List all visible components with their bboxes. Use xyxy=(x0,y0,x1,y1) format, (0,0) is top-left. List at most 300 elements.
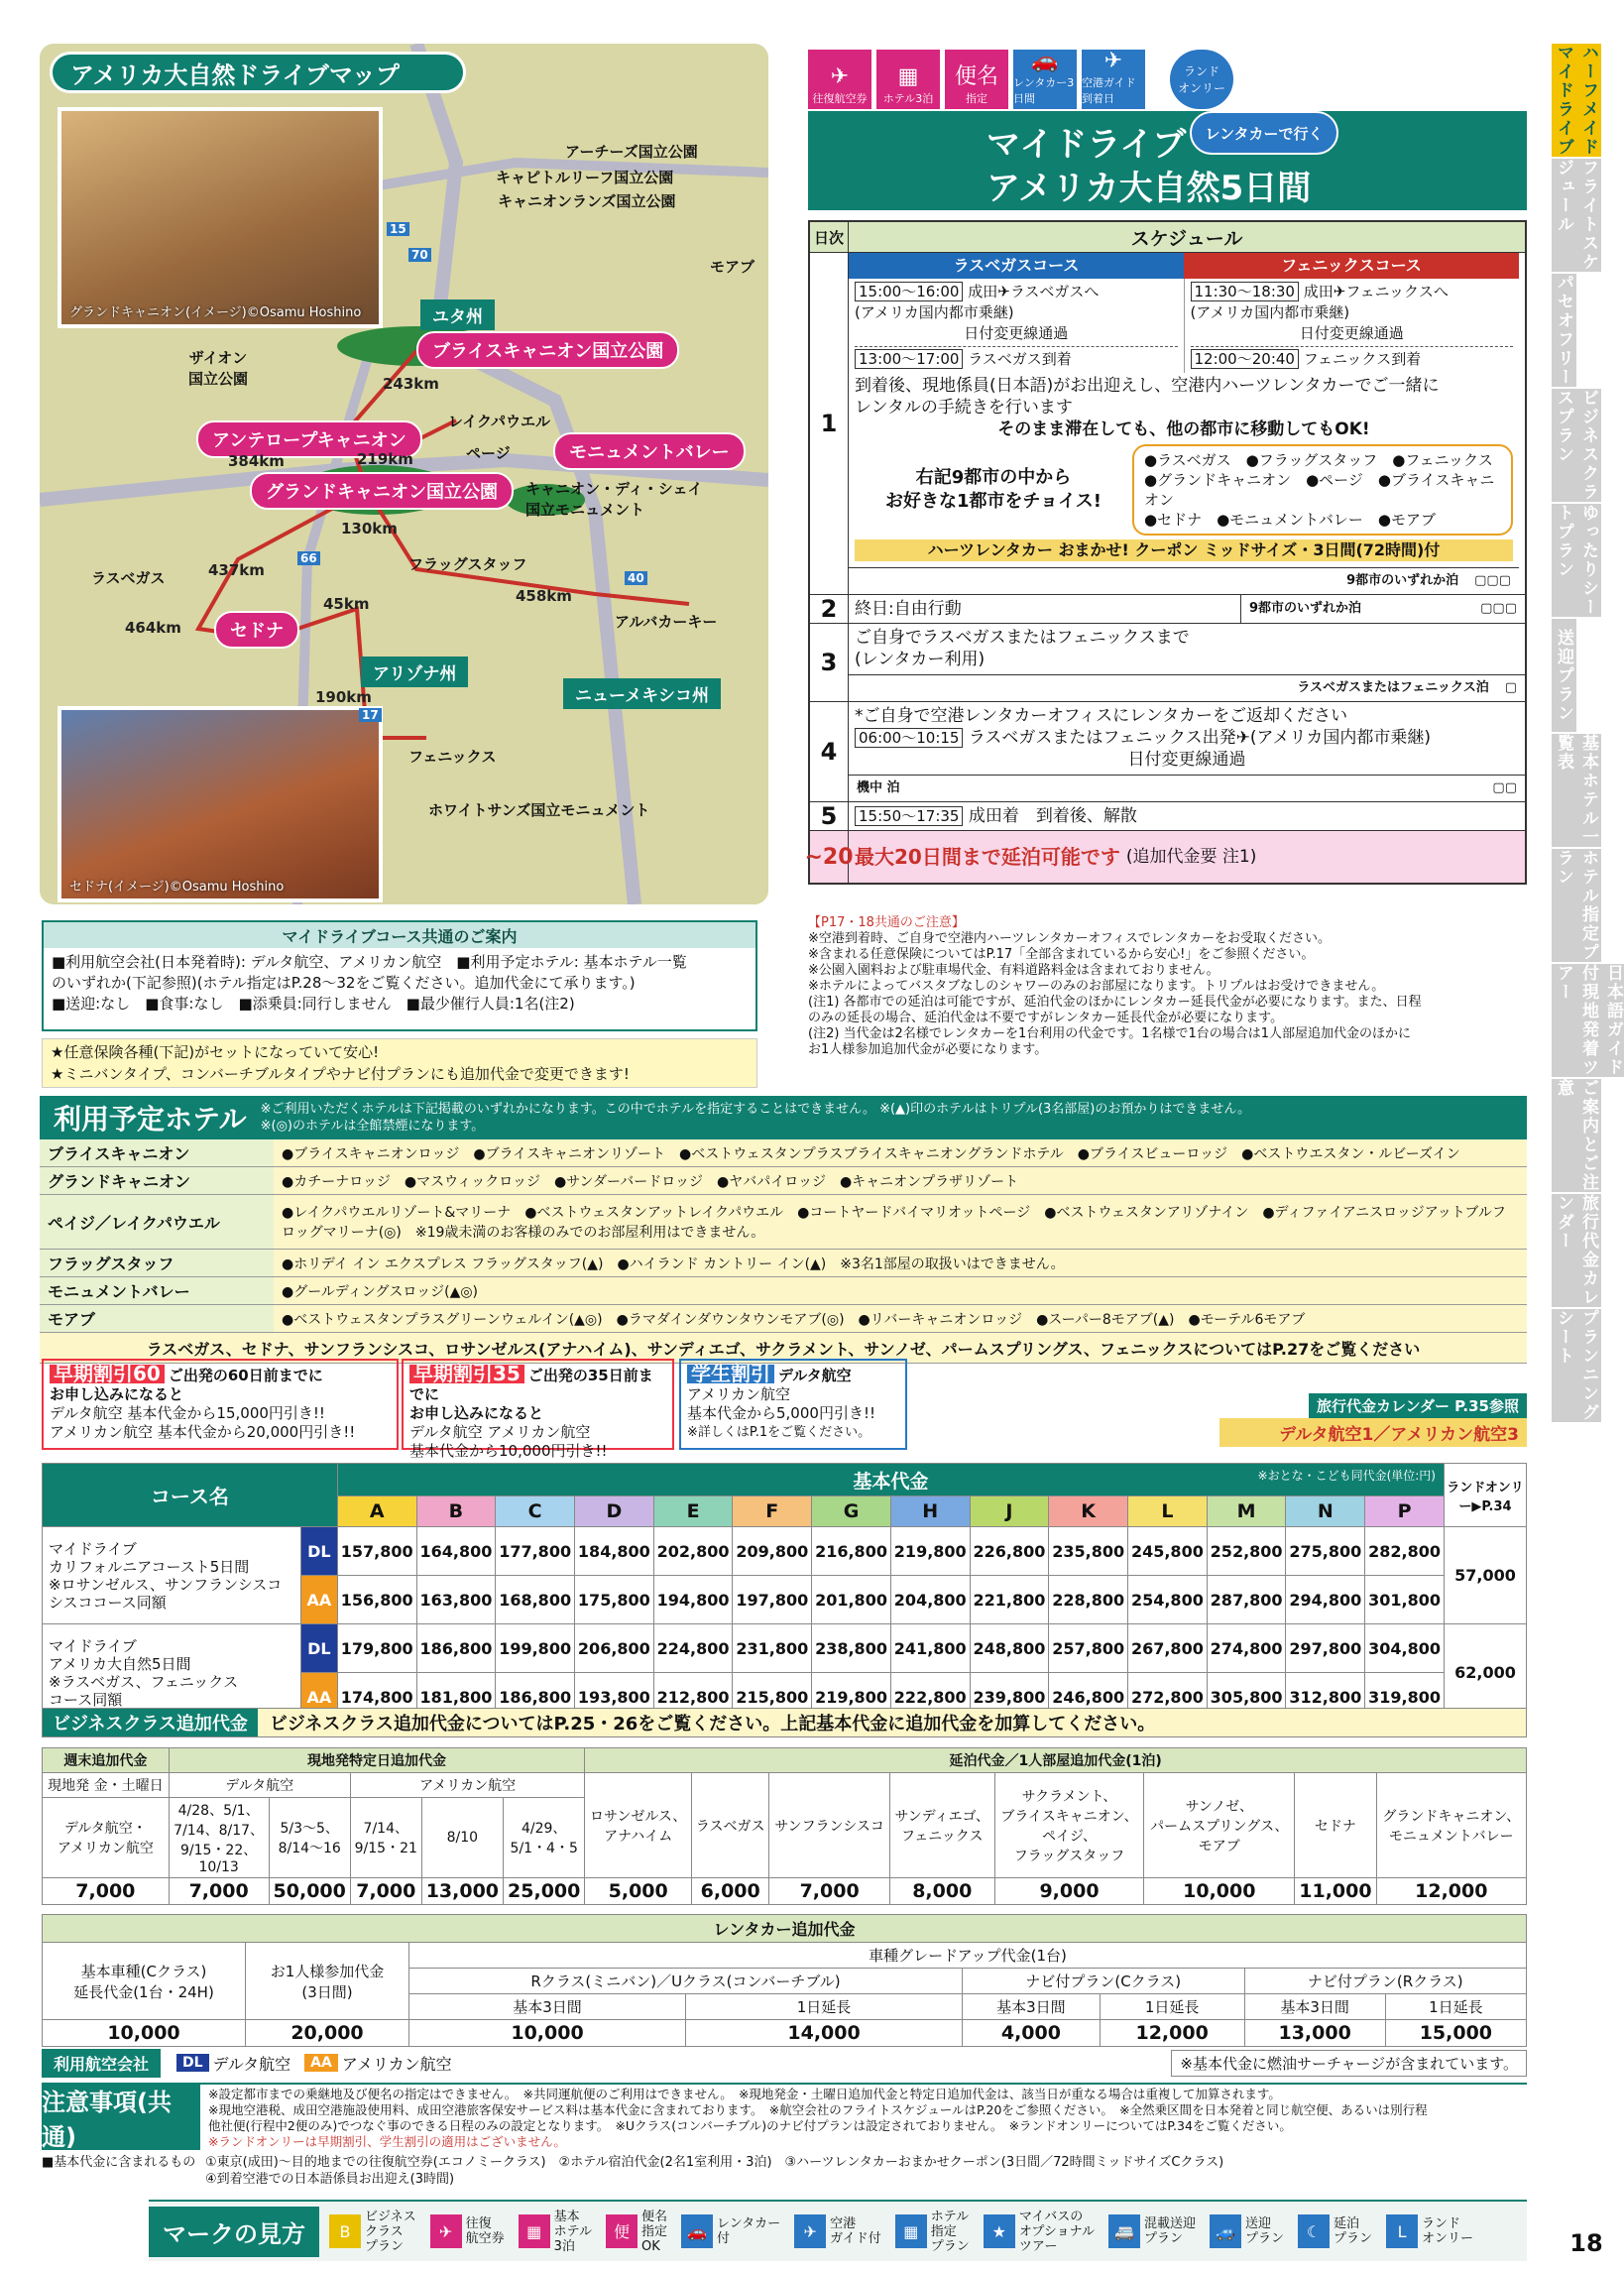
city-list: ●ラスベガス ●フラッグスタッフ ●フェニックス ●グランドキャニオン ●ページ ●ブライスキャニオン ●セドナ ●モニュメントバレー ●モアブ xyxy=(1132,444,1513,536)
price-cell: 224,800 xyxy=(653,1624,733,1673)
state-newmexico: ニューメキシコ州 xyxy=(563,678,721,709)
rental-fee-value: 12,000 xyxy=(1100,2020,1244,2047)
time-box: 15:00～16:00 xyxy=(855,282,963,301)
price-cell: 163,800 xyxy=(416,1576,496,1624)
time-box: 11:30～18:30 xyxy=(1191,282,1299,301)
caution-line: ※設定都市までの乗継地及び便名の指定はできません。 ※共同運航便のご利用はできません。 ※現地発金・土曜日追加代金と特定日追加代金は、該当日が重なる場合は重複して加算されます。 xyxy=(208,2087,1281,2101)
price-cell: 248,800 xyxy=(970,1624,1049,1673)
extra-fee-value: 10,000 xyxy=(1144,1878,1295,1905)
price-cell: 257,800 xyxy=(1049,1624,1128,1673)
price-col-header: C xyxy=(496,1496,575,1527)
caution-box xyxy=(42,2083,1527,2150)
insurance-line: ★任意保険各種(下記)がセットになっていて安心! xyxy=(51,1043,380,1061)
side-tab[interactable]: ビジネスクラスプラン xyxy=(1552,389,1601,502)
schedule-text: そのまま滞在しても、他の都市に移動してもOK! xyxy=(997,419,1370,439)
place-flagstaff: フラッグスタッフ xyxy=(408,555,527,573)
tour-title-line1: マイドライブ xyxy=(986,125,1187,165)
flight-icon: ✈ 往復航空券 xyxy=(808,50,871,109)
highway-sign: 40 xyxy=(625,571,647,585)
legend-icon: ✈ xyxy=(430,2214,462,2248)
tour-title-band xyxy=(808,111,1527,210)
extra-fee-value: 7,000 xyxy=(769,1878,889,1905)
rental-fee-table xyxy=(42,1914,1527,2047)
course-lasvegas: ラスベガスコース xyxy=(849,253,1184,279)
city-cell: サンディエゴ、 フェニックス xyxy=(889,1773,994,1878)
land-only-icon: ランド オンリー xyxy=(1170,50,1233,109)
rental-period: 基本3日間 xyxy=(1244,1994,1385,2020)
price-cell: 239,800 xyxy=(970,1673,1049,1722)
side-tab[interactable]: プランニングシート xyxy=(1552,1309,1601,1422)
airline-tag: AA xyxy=(300,1673,337,1722)
extra-fee-value: 7,000 xyxy=(169,1878,269,1905)
note-line: ※公園入園料および駐車場代金、有料道路料金は含まれておりません。 xyxy=(808,963,1219,978)
hotel-row: ペイジ／レイクパウエル ●レイクパウエルリゾート&マリーナ ●ベストウェスタンアットレイクパウエル ●コートヤードバイマリオットページ ●ベストウェスタンアリゾナイン ●ディファイアニスロッジアットブルフロッグマリーナ(◎) ※19歳未満のお客様のみでのお部屋利用はできません。 xyxy=(40,1195,1527,1250)
hotel-note: ※ご利用いただくホテルは下記掲載のいずれかになります。この中でホテルを指定することはできません。 ※(▲)印のホテルはトリプル(3名部屋)のお預かりはできません。 xyxy=(260,1102,1251,1117)
price-cell: 246,800 xyxy=(1049,1673,1128,1722)
dist-label: 130km xyxy=(341,520,398,538)
side-tab[interactable]: 日本語ガイド付現地発着ツアー xyxy=(1552,964,1624,1077)
schedule-text: 日付変更線通過 xyxy=(1299,324,1404,342)
tour-feature-icons xyxy=(808,50,1155,111)
extra-fee-value: 11,000 xyxy=(1295,1878,1376,1905)
side-tab[interactable]: パセオフリー xyxy=(1552,274,1576,387)
rental-car-icon: 🚗 レンタカー3日間 xyxy=(1013,50,1077,109)
schedule-text: ご自身でラスベガスまたはフェニックスまで xyxy=(855,628,1190,648)
price-cell: 177,800 xyxy=(496,1527,575,1576)
extension-text: 最大20日間まで延泊可能です xyxy=(855,845,1120,869)
legend-icon: ▦ xyxy=(519,2214,550,2248)
legend-text: 基本 ホテル 3泊 xyxy=(553,2209,592,2254)
price-col-header: M xyxy=(1207,1496,1286,1527)
schedule-text: 到着後、現地係員(日本語)がお出迎えし、空港内ハーツレンタカーでご一緒に xyxy=(855,376,1440,396)
rental-period: 1日延長 xyxy=(1100,1994,1244,2020)
price-cell: 319,800 xyxy=(1365,1673,1445,1722)
legend-icon: ★ xyxy=(984,2214,1015,2248)
legend-item xyxy=(1298,2210,1372,2254)
price-cell: 157,800 xyxy=(337,1527,416,1576)
airline-label: 利用航空会社 xyxy=(42,2049,161,2078)
place-zion: ザイオン 国立公園 xyxy=(188,349,249,388)
caution-line: 他社便(行程中2便のみ)でつなぐ事のできる日程のみの設定となります。 ※Uクラス(コンバーチブル)のナビ付プランは設定されておりません。 ※ランドオンリーについてはP.34をご覧ください。 xyxy=(208,2118,1292,2133)
rental-base: 基本車種(Cクラス) 延長代金(1台・24H) xyxy=(43,1943,246,2020)
drive-map xyxy=(40,44,768,904)
price-col-header: F xyxy=(733,1496,812,1527)
place-albuquerque: アルバカーキー xyxy=(615,613,718,631)
legend-text: 混載送迎 プラン xyxy=(1144,2216,1197,2246)
rental-fee-value: 10,000 xyxy=(43,2020,246,2047)
price-cell: 206,800 xyxy=(575,1624,654,1673)
schedule-text: 成田着 到着後、解散 xyxy=(968,806,1137,826)
schedule-header-title: スケジュール xyxy=(1130,227,1243,250)
price-col-header: L xyxy=(1128,1496,1208,1527)
legend-text: 空港 ガイド付 xyxy=(830,2216,881,2246)
state-utah: ユタ州 xyxy=(420,299,495,330)
land-only-price: 62,000 xyxy=(1445,1624,1527,1722)
day-number: 5 xyxy=(810,802,849,830)
city-cell: サクラメント、 ブライスキャニオン、 ペイジ、 フラッグスタッフ xyxy=(994,1773,1144,1878)
extension-header: 延泊代金／1人部屋追加代金(1泊) xyxy=(585,1748,1527,1773)
basic-price-header: 基本代金 ※おとな・こども同代金(単位:円) xyxy=(337,1464,1444,1496)
date-cell: 8/10 xyxy=(421,1798,503,1878)
legend-text: レンタカー 付 xyxy=(717,2216,781,2246)
legend-text: 便名 指定 OK xyxy=(641,2209,668,2254)
price-cell: 241,800 xyxy=(890,1624,970,1673)
legend-item xyxy=(329,2210,416,2254)
schedule-text: レンタルの手続きを行います xyxy=(855,398,1073,418)
common-info-line: ■利用航空会社(日本発着時): デルタ航空、アメリカン航空 ■利用予定ホテル: 基本ホテル一覧 xyxy=(52,953,687,971)
weekend-sub: 現地発 金・土曜日 xyxy=(43,1773,170,1798)
grand-canyon-photo xyxy=(58,107,383,328)
legend-item xyxy=(895,2210,970,2254)
legend-label: マークの見方 xyxy=(149,2207,319,2257)
note-line: お1人様参加追加代金が必要になります。 xyxy=(808,1042,1048,1057)
business-class-text: ビジネスクラス追加代金についてはP.25・26をご覧ください。上記基本代金に追加代金を加算してください。 xyxy=(269,1714,1156,1734)
price-cell: 274,800 xyxy=(1207,1624,1286,1673)
price-cell: 168,800 xyxy=(496,1576,575,1624)
day-number: 3 xyxy=(810,624,849,701)
place-chelly: キャニオン・ディ・シェイ 国立モニュメント xyxy=(525,480,703,519)
rental-fee-value: 15,000 xyxy=(1385,2020,1526,2047)
note-line: 【P17・18共通のご注意】 xyxy=(808,915,965,930)
date-cell: 5/3～5、 8/14～16 xyxy=(269,1798,350,1878)
highway-sign: 15 xyxy=(387,222,409,236)
rental-class: ナビ付プラン(Cクラス) xyxy=(963,1969,1244,1994)
included-line: ④到着空港での日本語係員お出迎え(3時間) xyxy=(205,2172,455,2187)
schedule-text: ラスベガス到着 xyxy=(968,350,1072,368)
rental-fee-value: 20,000 xyxy=(246,2020,409,2047)
hotel-row: モニュメントバレー ●グールディングスロッジ(▲◎) xyxy=(40,1277,1527,1305)
schedule-header xyxy=(810,222,1525,253)
badge-antelope: アンテロープキャニオン xyxy=(196,420,422,458)
price-cell: 199,800 xyxy=(496,1624,575,1673)
state-arizona: アリゾナ州 xyxy=(361,657,468,687)
rental-period: 基本3日間 xyxy=(409,1994,686,2020)
place-arches: アーチーズ国立公園 xyxy=(565,143,698,161)
price-cell: 305,800 xyxy=(1207,1673,1286,1722)
time-box: 06:00～10:15 xyxy=(855,728,963,748)
price-cell: 179,800 xyxy=(337,1624,416,1673)
course-name: マイドライブ カリフォルニアコースト5日間 ※ロサンゼルス、サンフランシスコ シスココース同額 xyxy=(43,1527,301,1624)
schedule-text: 日付変更線通過 xyxy=(964,324,1069,342)
side-tab[interactable]: 送迎プラン xyxy=(1552,619,1576,732)
price-cell: 164,800 xyxy=(416,1527,496,1576)
time-box: 13:00～17:00 xyxy=(855,349,963,369)
place-canyonlands: キャニオンランズ国立公園 xyxy=(498,192,676,210)
rental-title: レンタカー追加代金 xyxy=(43,1915,1527,1943)
price-calendar-note: 旅行代金カレンダー P.35参照 デルタ航空1／アメリカン航空3 xyxy=(1219,1393,1527,1447)
legend-item xyxy=(984,2210,1095,2254)
note-line: (注2) 当代金は2名様でレンタカーを1台利用の代金です。1名様で1台の場合は1人部屋追加代金のほかに xyxy=(808,1026,1412,1041)
schedule-text: 成田✈ラスベガスへ xyxy=(968,283,1100,300)
airline-tag: DL xyxy=(300,1624,337,1673)
legend-icon: ▦ xyxy=(895,2214,927,2248)
schedule-text: *ご自身で空港レンタカーオフィスにレンタカーをご返却ください xyxy=(855,706,1348,726)
price-cell: 238,800 xyxy=(812,1624,891,1673)
included-items xyxy=(42,2154,1527,2188)
price-col-header: J xyxy=(970,1496,1049,1527)
place-whitesands: ホワイトサンズ国立モニュメント xyxy=(428,801,650,819)
note-line: ※含まれる任意保険についてはP.17「全部含まれているから安心!」をご参照ください。 xyxy=(808,947,1315,962)
legend-item xyxy=(1210,2210,1284,2254)
airline-tag: AA xyxy=(300,1576,337,1624)
day-number: 4 xyxy=(810,702,849,801)
city-cell: ロサンゼルス、 アナハイム xyxy=(585,1773,692,1878)
choose-city-text: 右記9都市の中から お好きな1都市をチョイス! xyxy=(884,467,1102,512)
hotel-info: 9都市のいずれか泊 ▢▢▢ xyxy=(1240,595,1525,623)
badge-sedona: セドナ xyxy=(214,611,299,649)
price-col-header: H xyxy=(890,1496,970,1527)
dist-label: 45km xyxy=(323,595,370,613)
legend xyxy=(149,2200,1527,2261)
extension-note: (追加代金要 注1) xyxy=(1125,847,1257,867)
rental-fee-value: 13,000 xyxy=(1244,2020,1385,2047)
rental-period: 基本3日間 xyxy=(963,1994,1101,2020)
dist-label: 243km xyxy=(383,375,439,393)
legend-text: ビジネス クラス プラン xyxy=(365,2209,416,2254)
price-col-header: E xyxy=(653,1496,733,1527)
price-cell: 294,800 xyxy=(1286,1576,1365,1624)
price-col-header: N xyxy=(1286,1496,1365,1527)
rental-fee-value: 14,000 xyxy=(686,2020,963,2047)
date-cell: 7/14、 9/15・21 xyxy=(350,1798,421,1878)
schedule-text: フェニックス到着 xyxy=(1303,350,1422,368)
place-page: ページ xyxy=(466,444,511,462)
price-col-header: P xyxy=(1365,1496,1445,1527)
price-cell: 287,800 xyxy=(1207,1576,1286,1624)
legend-icon: ☾ xyxy=(1298,2214,1330,2248)
schedule-text: ラスベガスまたはフェニックス出発✈(アメリカ国内都市乗継) xyxy=(968,728,1431,748)
photo-caption: セドナ(イメージ)©Osamu Hoshino xyxy=(69,880,285,895)
discount-35: 早期割引35 ご出発の35日前までに お申し込みになると デルタ航空 アメリカン航空 基本代金から10,000円引き!! xyxy=(402,1359,674,1450)
weekend-header: 週末追加代金 xyxy=(43,1748,170,1773)
hotel-row: モアブ ●ベストウェスタンプラスグリーンウェルイン(▲◎) ●ラマダインダウンタウンモアブ(◎) ●リバーキャニオンロッジ ●スーパー8モアブ(▲) ●モーテル6モアブ xyxy=(40,1305,1527,1333)
place-capitol: キャピトルリーフ国立公園 xyxy=(496,169,674,186)
sedona-photo xyxy=(58,706,383,902)
weekend-airline: デルタ航空・ アメリカン航空 xyxy=(43,1798,170,1878)
schedule-table xyxy=(804,220,1527,885)
extra-fee-value: 50,000 xyxy=(269,1878,350,1905)
date-cell: 4/28、5/1、 7/14、8/17、 9/15・22、 10/13 xyxy=(169,1798,269,1878)
badge-bryce: ブライスキャニオン国立公園 xyxy=(416,331,679,369)
city-cell: ラスベガス xyxy=(691,1773,768,1878)
price-cell: 245,800 xyxy=(1128,1527,1208,1576)
extra-fee-value: 13,000 xyxy=(421,1878,503,1905)
aa-name: アメリカン航空 xyxy=(341,2054,452,2074)
rental-person: お1人様参加代金 (3日間) xyxy=(246,1943,409,2020)
airline-tag: DL xyxy=(300,1527,337,1576)
legend-item xyxy=(1108,2210,1196,2254)
day-header: 日次 xyxy=(810,222,849,252)
highway-sign: 66 xyxy=(297,551,320,565)
aa-chip: AA xyxy=(304,2054,338,2072)
schedule-text: 終日:自由行動 xyxy=(855,599,962,619)
schedule-day-2 xyxy=(810,595,1525,624)
price-cell: 174,800 xyxy=(337,1673,416,1722)
price-cell: 175,800 xyxy=(575,1576,654,1624)
price-cell: 184,800 xyxy=(575,1527,654,1576)
common-info-title: マイドライブコース共通のご案内 xyxy=(44,922,755,948)
insurance-line: ★ミニバンタイプ、コンバーチブルタイプやナビ付プランにも追加代金で変更できます! xyxy=(51,1065,630,1083)
day-number: ~ 20 xyxy=(810,831,849,883)
day-number: 1 xyxy=(810,253,849,594)
dist-label: 458km xyxy=(516,587,572,605)
common-info-box xyxy=(42,920,757,1031)
schedule-text: 日付変更線通過 xyxy=(1127,750,1246,770)
price-cell: 282,800 xyxy=(1365,1527,1445,1576)
common-info-line: ■送迎:なし ■食事:なし ■添乗員:同行しません ■最少催行人員:1名(注2) xyxy=(52,995,575,1013)
legend-icon: 便 xyxy=(606,2214,638,2248)
map-title: アメリカ大自然ドライブマップ xyxy=(50,52,466,93)
price-cell: 212,800 xyxy=(653,1673,733,1722)
course-phoenix: フェニックスコース xyxy=(1184,253,1519,279)
legend-icon: 🚗 xyxy=(681,2214,713,2248)
day-number: 2 xyxy=(810,595,849,623)
course-name: マイドライブ アメリカ大自然5日間 ※ラスベガス、フェニックス コース同額 xyxy=(43,1624,301,1722)
price-cell: 193,800 xyxy=(575,1673,654,1722)
land-only-header: ランドオンリー▶P.34 xyxy=(1445,1464,1527,1527)
price-cell: 215,800 xyxy=(733,1673,812,1722)
side-tab[interactable]: ハーフメイドマイドライブ xyxy=(1552,44,1601,157)
price-cell: 267,800 xyxy=(1128,1624,1208,1673)
rental-period: 1日延長 xyxy=(686,1994,963,2020)
price-cell: 194,800 xyxy=(653,1576,733,1624)
price-cell: 275,800 xyxy=(1286,1527,1365,1576)
price-cell: 221,800 xyxy=(970,1576,1049,1624)
legend-item xyxy=(519,2210,592,2254)
hotel-row: グランドキャニオン ●カチーナロッジ ●マスウィックロッジ ●サンダーバードロッジ ●ヤバパイロッジ ●キャニオンプラザリゾート xyxy=(40,1167,1527,1195)
city-cell: サンノゼ、 パームスプリングス、 モアブ xyxy=(1144,1773,1295,1878)
price-cell: 202,800 xyxy=(653,1527,733,1576)
price-row xyxy=(43,1624,1527,1673)
hotel-note: ※(◎)のホテルは全館禁煙になります。 xyxy=(260,1119,485,1134)
place-lasvegas: ラスベガス xyxy=(91,569,166,587)
side-tab[interactable]: ご案内とご注意 xyxy=(1552,1079,1601,1192)
note-line: ※ホテルによってバスタブなしのシャワーのみのお部屋になります。トリプルはお受けできません。 xyxy=(808,979,1385,994)
price-cell: 186,800 xyxy=(416,1624,496,1673)
time-box: 15:50～17:35 xyxy=(855,806,963,826)
caution-label: 注意事項(共通) xyxy=(42,2085,200,2150)
price-cell: 181,800 xyxy=(416,1673,496,1722)
side-tab[interactable]: 旅行代金カレンダー xyxy=(1552,1194,1601,1307)
legend-text: マイバスの オプショナル ツアー xyxy=(1018,2209,1095,2254)
price-cell: 156,800 xyxy=(337,1576,416,1624)
airline-row xyxy=(42,2048,1527,2078)
rental-class: Rクラス(ミニバン)／Uクラス(コンバーチブル) xyxy=(409,1969,963,1994)
schedule-text: 成田✈フェニックスへ xyxy=(1303,283,1449,300)
dl-name: デルタ航空 xyxy=(212,2054,291,2074)
legend-item xyxy=(606,2210,667,2254)
common-info-line: のいずれか(下記参照)(ホテル指定はP.28～32をご覧ください。追加代金にて承ります。) xyxy=(52,974,636,992)
discount-60: 早期割引60 ご出発の60日前までに お申し込みになると デルタ航空 基本代金から15,000円引き!! アメリカン航空 基本代金から20,000円引き!! xyxy=(42,1359,399,1450)
legend-text: ホテル 指定 プラン xyxy=(930,2209,970,2254)
price-cell: 231,800 xyxy=(733,1624,812,1673)
price-cell: 197,800 xyxy=(733,1576,812,1624)
legend-item xyxy=(430,2210,505,2254)
hotel-icon: ▦ ホテル3泊 xyxy=(876,50,940,109)
side-tab[interactable]: フライトスケジュール xyxy=(1552,159,1601,272)
price-cell: 297,800 xyxy=(1286,1624,1365,1673)
price-cell: 186,800 xyxy=(496,1673,575,1722)
schedule-text: (アメリカ国内都市乗継) xyxy=(1190,303,1350,321)
hotel-row: ブライスキャニオン ●ブライスキャニオンロッジ ●ブライスキャニオンリゾート ●ベストウェスタンプラスブライスキャニオングランドホテル ●ブライスビューロッジ ●ベストウエスタン・ルビーズイン xyxy=(40,1139,1527,1167)
legend-icon: B xyxy=(329,2214,361,2248)
legend-item xyxy=(794,2210,881,2254)
legend-text: 延泊 プラン xyxy=(1334,2216,1373,2246)
price-cell: 228,800 xyxy=(1049,1576,1128,1624)
hotel-section xyxy=(40,1096,1527,1364)
price-cell: 201,800 xyxy=(812,1576,891,1624)
schedule-text: (レンタカー利用) xyxy=(855,650,986,669)
schedule-day-3 xyxy=(810,624,1525,702)
legend-icon: 🚐 xyxy=(1108,2214,1140,2248)
price-col-header: D xyxy=(575,1496,654,1527)
tour-title-line2: アメリカ大自然5日間 xyxy=(986,169,1312,208)
price-cell: 222,800 xyxy=(890,1673,970,1722)
course-name-header: コース名 xyxy=(43,1464,338,1527)
price-cell: 252,800 xyxy=(1207,1527,1286,1576)
caution-line: ※現地空港税、成田空港施設使用料、成田空港旅客保安サービス料は基本代金に含まれております。 ※航空会社のフライトスケジュールはP.20をご参照ください。 ※全然乗区間を日本発着と同じ航空便、あるいは別行程 xyxy=(208,2102,1428,2117)
note-line: のみの延長の場合、延泊代金は不要ですがレンタカー延長代金が必要になります。 xyxy=(808,1011,1284,1025)
rental-fee-value: 10,000 xyxy=(409,2020,686,2047)
dist-label: 384km xyxy=(228,452,285,470)
side-tab[interactable]: ホテル指定プラン xyxy=(1552,849,1601,962)
extra-fee-value: 25,000 xyxy=(504,1878,585,1905)
dist-label: 190km xyxy=(315,688,372,706)
rental-fee-value: 4,000 xyxy=(963,2020,1101,2047)
price-cell: 301,800 xyxy=(1365,1576,1445,1624)
side-tab[interactable]: 基本ホテル一覧表 xyxy=(1552,734,1601,847)
american-label: アメリカン航空 xyxy=(350,1773,585,1798)
surcharge-note: ※基本代金に燃油サーチャージが含まれています。 xyxy=(1171,2050,1527,2077)
caution-line: ※ランドオンリーは早期割引、学生割引の適用はございません。 xyxy=(208,2134,566,2149)
highway-sign: 70 xyxy=(408,248,431,262)
city-cell: サンフランシスコ xyxy=(769,1773,889,1878)
included-line: ①東京(成田)～目的地までの往復航空券(エコノミークラス) ②ホテル宿泊代金(2名1室利用・3泊) ③ハーツレンタカーおまかせクーポン(3日間／72時間ミッドサイズCクラス) xyxy=(205,2155,1224,2170)
extra-fee-value: 12,000 xyxy=(1376,1878,1526,1905)
price-row xyxy=(43,1527,1527,1576)
hotel-row: フラッグスタッフ ●ホリデイ イン エクスプレス フラッグスタッフ(▲) ●ハイランド カントリー イン(▲) ※3名1部屋の取扱いはできません。 xyxy=(40,1250,1527,1277)
rental-upgrade: 車種グレードアップ代金(1台) xyxy=(409,1943,1527,1969)
side-tabs xyxy=(1552,44,1624,2265)
special-day-header: 現地発特定日追加代金 xyxy=(169,1748,585,1773)
hotel-info: ラスベガスまたはフェニックス泊 ▢ xyxy=(849,674,1525,701)
dist-label: 464km xyxy=(125,619,181,637)
price-col-header: A xyxy=(337,1496,416,1527)
price-col-header: B xyxy=(416,1496,496,1527)
legend-text: 往復 航空券 xyxy=(465,2216,505,2246)
notes xyxy=(808,915,1527,1058)
side-tab[interactable]: ゆったりシートプラン xyxy=(1552,504,1601,617)
rental-class: ナビ付プラン(Rクラス) xyxy=(1244,1969,1526,1994)
price-cell: 226,800 xyxy=(970,1527,1049,1576)
hotel-info: 機中 泊 ▢▢ xyxy=(849,775,1525,801)
included-label: ■基本代金に含まれるもの xyxy=(42,2155,196,2170)
insurance-box xyxy=(42,1038,757,1088)
extra-fee-table xyxy=(42,1747,1527,1905)
legend-icon: L xyxy=(1386,2214,1418,2248)
date-cell: 4/29、 5/1・4・5 xyxy=(504,1798,585,1878)
schedule-day-4 xyxy=(810,702,1525,802)
extra-fee-value: 6,000 xyxy=(691,1878,768,1905)
city-cell: グランドキャニオン、 モニュメントバレー xyxy=(1376,1773,1526,1878)
business-class-label: ビジネスクラス追加代金 xyxy=(43,1709,258,1736)
hotel-title: 利用予定ホテル xyxy=(54,1103,247,1136)
hotel-footer: ラスベガス、セドナ、サンフランシスコ、ロサンゼルス(アナハイム)、サンディエゴ、サクラメント、サンノゼ、パームスプリングス、フェニックスについてはP.27をご覧ください xyxy=(40,1333,1527,1364)
extra-fee-value: 7,000 xyxy=(43,1878,170,1905)
price-cell: 204,800 xyxy=(890,1576,970,1624)
legend-item xyxy=(681,2210,780,2254)
discount-student: 学生割引 デルタ航空 アメリカン航空 基本代金から5,000円引き!! ※詳しくはP.1をご覧ください。 xyxy=(679,1359,907,1450)
